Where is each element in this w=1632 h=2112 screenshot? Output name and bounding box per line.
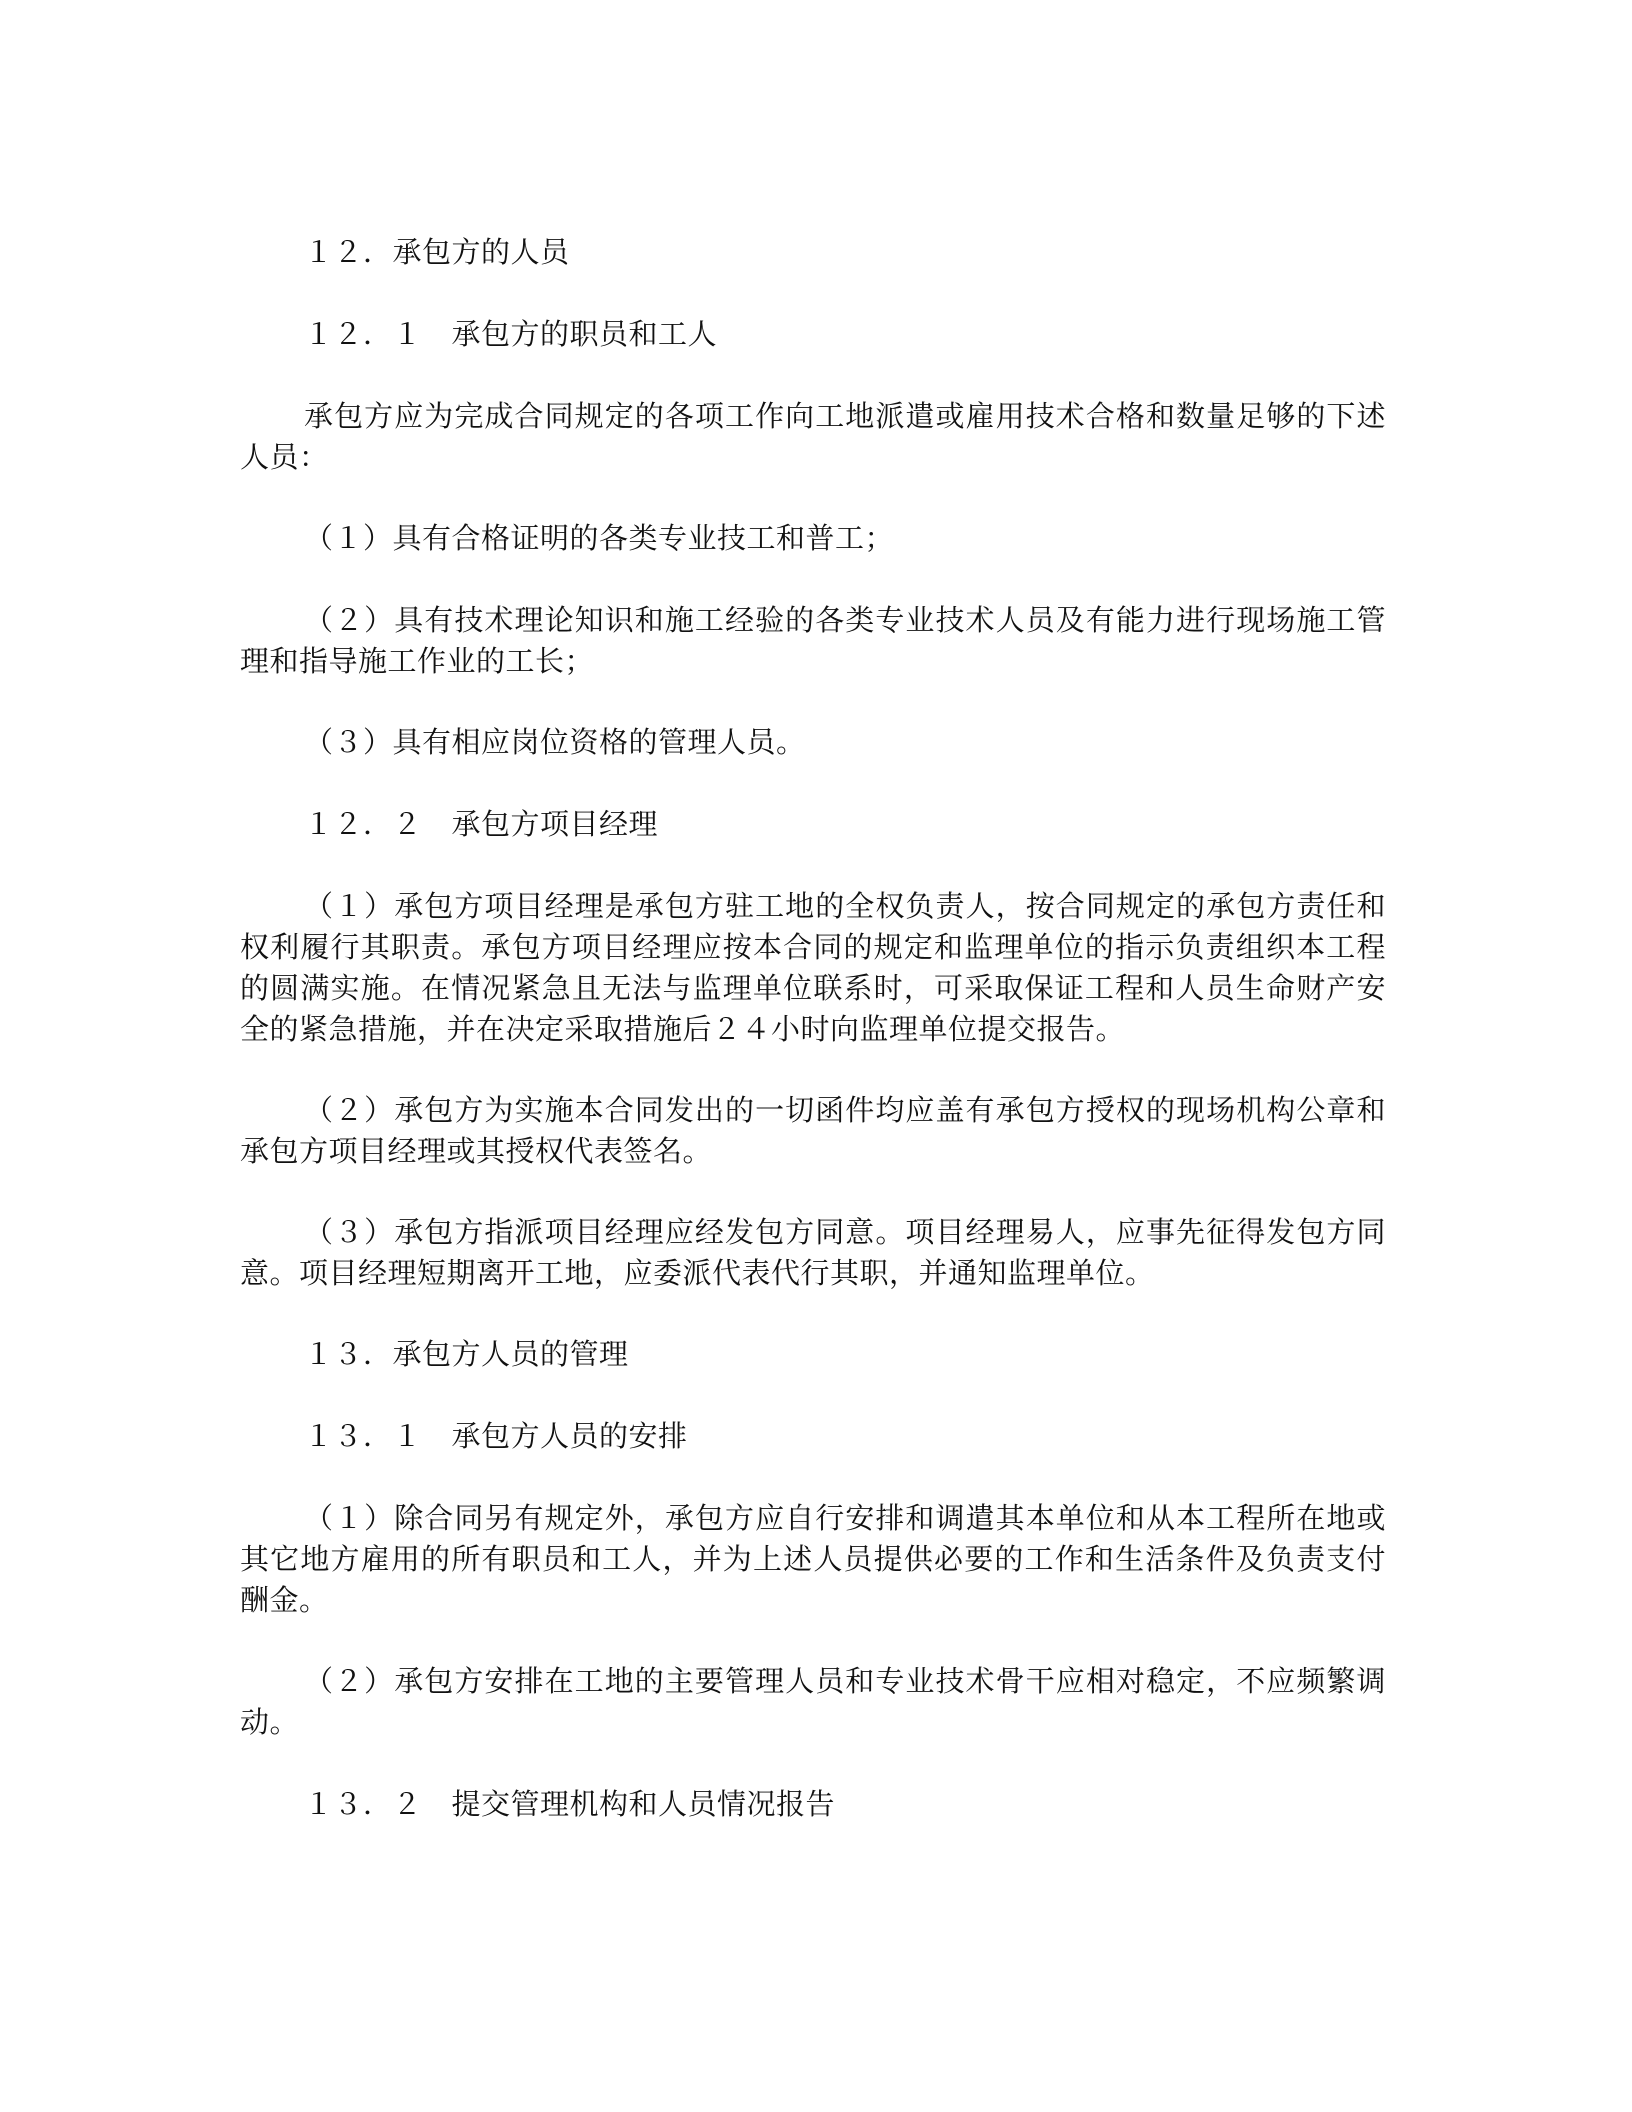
subsection-heading-13-1: １３．１ 承包方人员的安排	[304, 1419, 688, 1453]
subsection-heading-12-1: １２．１ 承包方的职员和工人	[304, 317, 718, 351]
list-item-12-2-3: （３）承包方指派项目经理应经发包方同意。项目经理易人，应事先征得发包方同意。项目经理短期离开工地，应委派代表代行其职，并通知监理单位。	[240, 1215, 1386, 1290]
paragraph-staff-requirement: 承包方应为完成合同规定的各项工作向工地派遣或雇用技术合格和数量足够的下述人员：	[240, 399, 1386, 474]
list-item-12-2-1: （１）承包方项目经理是承包方驻工地的全权负责人，按合同规定的承包方责任和权利履行其职责。承包方项目经理应按本合同的规定和监理单位的指示负责组织本工程的圆满实施。在情况紧急且无法与监理单位联系时，可采取保证工程和人员生命财产安全的紧急措施，并在决定采取措施后２４小时向监理单位提交报告。	[240, 889, 1386, 1046]
list-item-12-1-1: （１）具有合格证明的各类专业技工和普工；	[304, 521, 895, 555]
section-heading-12: １２．承包方的人员	[304, 235, 570, 269]
list-item-13-1-2: （２）承包方安排在工地的主要管理人员和专业技术骨干应相对稳定，不应频繁调动。	[240, 1664, 1386, 1739]
subsection-heading-12-2: １２．２ 承包方项目经理	[304, 807, 659, 841]
list-item-12-2-2: （２）承包方为实施本合同发出的一切函件均应盖有承包方授权的现场机构公章和承包方项目经理或其授权代表签名。	[240, 1093, 1386, 1168]
list-item-13-1-1: （１）除合同另有规定外，承包方应自行安排和调遣其本单位和从本工程所在地或其它地方雇用的所有职员和工人，并为上述人员提供必要的工作和生活条件及负责支付酬金。	[240, 1501, 1386, 1617]
list-item-12-1-3: （３）具有相应岗位资格的管理人员。	[304, 725, 806, 759]
section-heading-13: １３．承包方人员的管理	[304, 1337, 629, 1371]
subsection-heading-13-2: １３．２ 提交管理机构和人员情况报告	[304, 1787, 836, 1821]
list-item-12-1-2: （２）具有技术理论知识和施工经验的各类专业技术人员及有能力进行现场施工管理和指导施工作业的工长；	[240, 603, 1386, 678]
